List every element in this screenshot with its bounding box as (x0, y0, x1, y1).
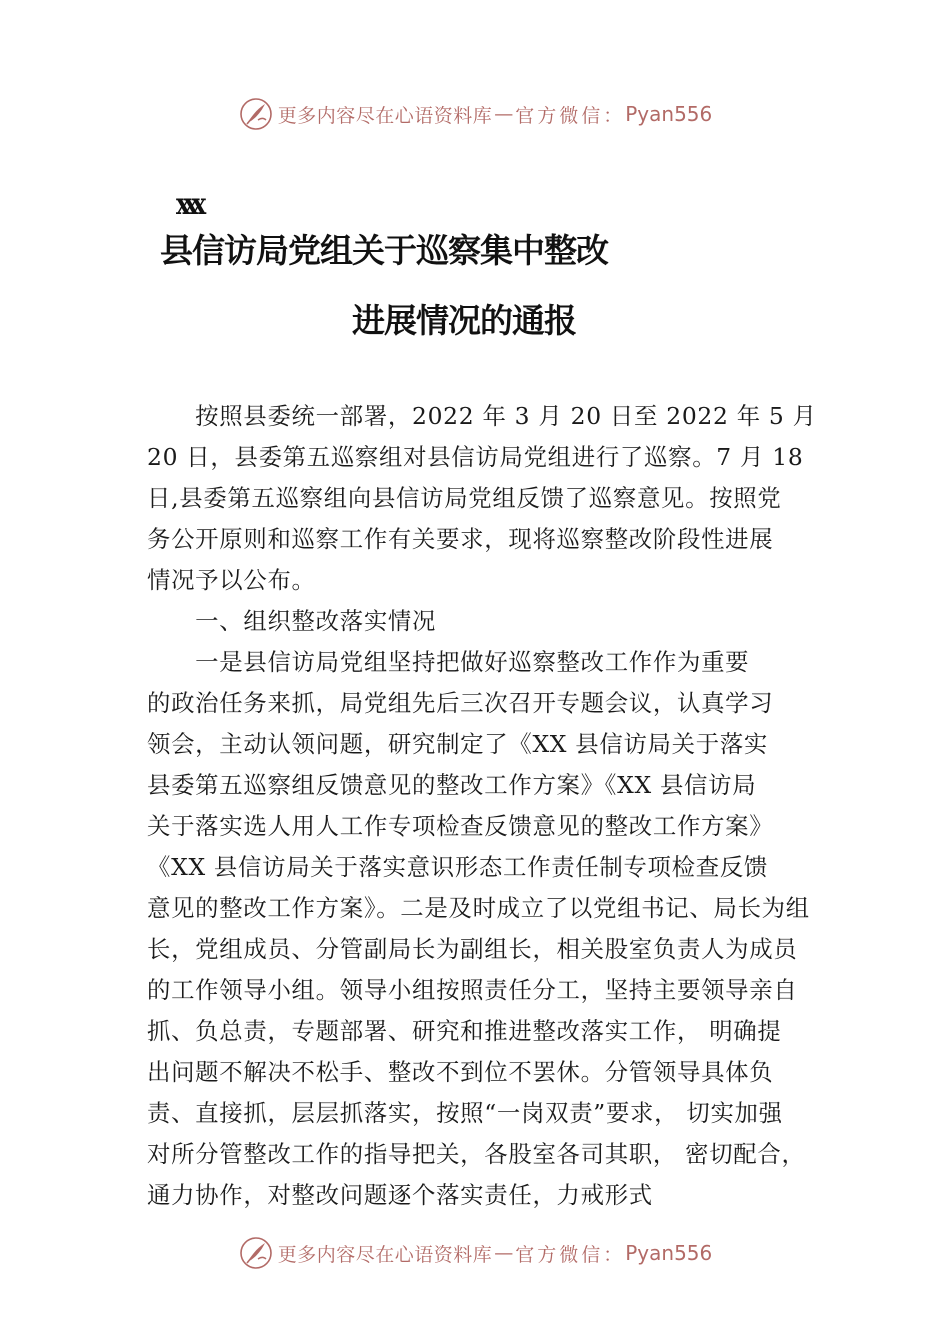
body-line: 务公开原则和巡察工作有关要求，现将巡察整改阶段性进展 (147, 525, 774, 553)
watermark-separator: — (494, 1242, 514, 1264)
body-line: 通力协作，对整改问题逐个落实责任，力戒形式 (147, 1181, 653, 1209)
body-line: 抓、负总责，专题部署、研究和推进整改落实工作， 明确提 (147, 1017, 782, 1045)
watermark-footer (0, 1235, 950, 1271)
title-prefix: xxx (176, 187, 200, 222)
body-line: 意见的整改工作方案》。二是及时成立了以党组书记、局长为组 (147, 894, 810, 922)
body-line: 县委第五巡察组反馈意见的整改工作方案》《XX 县信访局 (147, 771, 757, 799)
body-line: 日,县委第五巡察组向县信访局党组反馈了巡察意见。按照党 (147, 484, 782, 512)
body-line: 对所分管整改工作的指导把关，各股室各司其职， 密切配合， (147, 1140, 806, 1168)
body-line: 一是县信访局党组坚持把做好巡察整改工作作为重要 (147, 648, 750, 676)
body-line: 的工作领导小组。领导小组按照责任分工，坚持主要领导亲自 (147, 976, 798, 1004)
watermark-text: 更多内容尽在心语资料库 (277, 1243, 493, 1266)
body-line: 《XX 县信访局关于落实意识形态工作责任制专项检查反馈 (147, 853, 769, 881)
body-line: 的政治任务来抓，局党组先后三次召开专题会议，认真学习 (147, 689, 774, 717)
body-line: 出问题不解决不松手、整改不到位不罢休。分管领导具体负 (147, 1058, 774, 1086)
section-heading: 一、组织整改落实情况 (147, 607, 437, 635)
body-line: 领会，主动认领问题，研究制定了《XX 县信访局关于落实 (147, 730, 769, 758)
body-line: 责、直接抓，层层抓落实，按照“一岗双责”要求， 切实加强 (147, 1099, 783, 1127)
body-line: 按照县委统一部署，2022 年 3 月 20 日至 2022 年 5 月 (147, 402, 817, 430)
watermark-label: 官方微信： (515, 1243, 626, 1266)
body-line: 长，党组成员、分管副局长为副组长，相关股室负责人为成员 (147, 935, 798, 963)
document-title-line-2: 进展情况的通报 (352, 301, 576, 340)
watermark-handle: Pyan556 (625, 102, 713, 126)
body-line: 情况予以公布。 (147, 566, 316, 594)
quill-pen-logo-icon (238, 1235, 274, 1271)
watermark-handle: Pyan556 (625, 1241, 713, 1265)
document-body (147, 396, 817, 1216)
quill-pen-logo-icon (238, 96, 274, 132)
document-title-line-1: 县信访局党组关于巡察集中整改 (160, 231, 608, 270)
watermark-separator: — (494, 103, 514, 125)
watermark-text: 更多内容尽在心语资料库 (277, 104, 493, 127)
body-line: 20 日，县委第五巡察组对县信访局党组进行了巡察。7 月 18 (147, 443, 804, 471)
watermark-label: 官方微信： (515, 104, 626, 127)
body-line: 关于落实选人用人工作专项检查反馈意见的整改工作方案》 (147, 812, 774, 840)
watermark-header (0, 96, 950, 132)
